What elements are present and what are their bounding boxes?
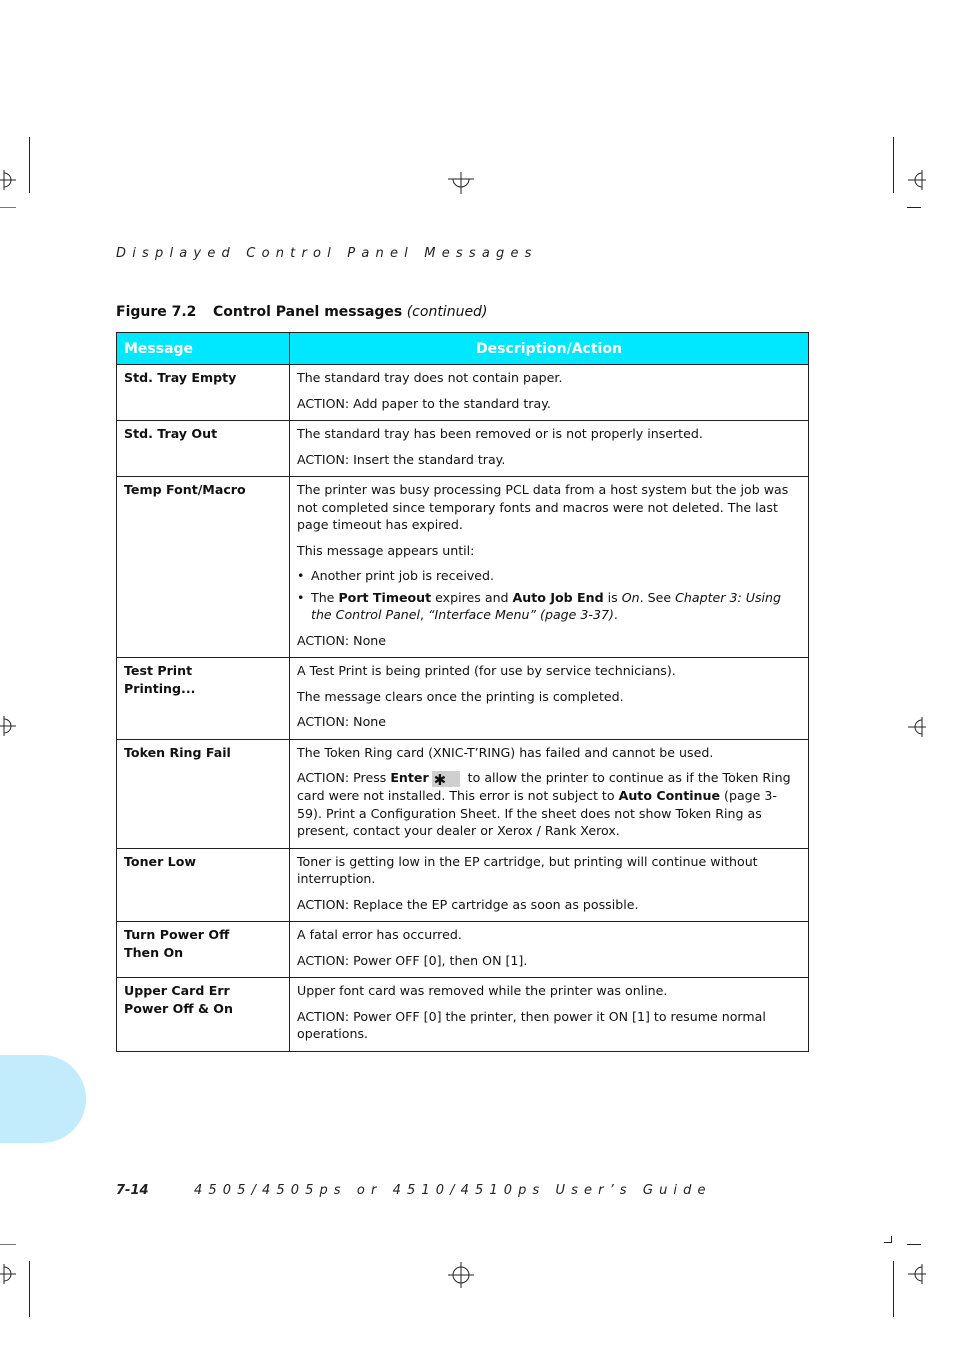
action-text [297,769,801,840]
action-text: ACTION: Add paper to the standard tray. [297,395,551,411]
messages-table [116,332,809,1052]
message-name: Upper Card Err Power Off & On [117,978,290,1052]
message-description [290,848,809,922]
message-name: Toner Low [117,848,290,922]
text-run: The [311,589,339,605]
description-text: A Test Print is being printed (for use by service technicians). [297,663,676,678]
crop-mark [891,1236,892,1243]
action-text: ACTION: Replace the EP cartridge as soon as possible. [297,896,639,912]
message-name: Turn Power Off Then On [117,922,290,978]
port-timeout-term: Port Timeout [338,589,432,605]
text-run: to allow the printer to continue as if the Token Ring card were not installed. This error is not subject to [297,770,791,803]
registration-mark-icon [446,172,476,194]
action-text: ACTION: Power OFF [0] the printer, then power it ON [1] to resume normal operations. [297,1008,766,1041]
table-row [117,658,809,740]
text-run: is [603,589,622,605]
figure-continued: (continued) [406,304,488,320]
message-description [290,739,809,848]
table-header-row [117,333,809,365]
description-text: This message appears until: [297,542,475,558]
header-description: Description/Action [290,333,809,365]
table-row [117,978,809,1052]
text-run: , [420,607,429,622]
action-text: ACTION: None [297,714,387,729]
description-text: The Token Ring card (XNIC-T’RING) has failed and cannot be used. [297,744,714,760]
guide-title: 4505/4505ps or 4510/4510ps User’s Guide [194,1183,712,1198]
registration-mark-icon [906,1262,926,1286]
crop-mark [0,1244,16,1245]
message-name: Test Print Printing... [117,658,290,740]
description-text: The printer was busy processing PCL data from a host system but the job was not completed since temporary fonts and macros were not deleted. The last page timeout has expired. [297,482,789,532]
message-name: Std. Tray Empty [117,365,290,421]
description-text: Upper font card was removed while the printer was online. [297,983,668,998]
menu-reference: “Interface Menu” (page 3-37) [428,607,614,622]
enter-term: Enter [390,770,429,785]
setting-value: On [621,589,640,605]
registration-mark-icon [0,714,16,738]
figure-number: Figure 7.2 [116,304,197,320]
message-name: Token Ring Fail [117,739,290,848]
figure-caption [116,304,487,320]
registration-mark-icon [0,1262,16,1286]
registration-mark-icon [906,168,926,192]
message-description [290,658,809,740]
crop-mark [907,1244,921,1245]
text-run: (page 3-59). Print a Configuration Sheet. If the sheet does not show Token Ring as present, contact your dealer or Xerox / Rank Xerox. [297,788,777,838]
description-text: A fatal error has occurred. [297,927,462,942]
description-text: The message clears once the printing is completed. [297,688,624,704]
registration-mark-icon [906,715,926,739]
message-description [290,365,809,421]
message-description [290,421,809,477]
message-description [290,922,809,978]
description-text: Toner is getting low in the EP cartridge, but printing will continue without interruption. [297,853,758,886]
figure-title: Control Panel messages [213,304,403,320]
page-number: 7-14 [116,1183,149,1198]
description-text: The standard tray has been removed or is not properly inserted. [297,426,703,441]
list-item: • Another print job is received. [297,567,801,585]
text-run: expires and [431,589,513,605]
enter-key-icon: ✱ [432,771,460,787]
registration-mark-icon [446,1260,476,1290]
action-text: ACTION: Power OFF [0], then ON [1]. [297,952,528,968]
crop-mark [29,1261,30,1317]
crop-mark [907,207,921,208]
table-row [117,365,809,421]
text-run: ACTION: Press [297,770,391,785]
chapter-reference: Chapter 3: Using the Control Panel [311,589,781,622]
text-run: . [613,607,618,622]
condition-list [297,567,801,624]
crop-mark [893,1261,894,1317]
table-row [117,421,809,477]
text-run: . See [639,589,676,605]
message-name: Temp Font/Macro [117,477,290,658]
description-text: The standard tray does not contain paper. [297,370,563,385]
message-description [290,978,809,1052]
running-head: Displayed Control Panel Messages [116,246,538,261]
message-description [290,477,809,658]
auto-job-end-term: Auto Job End [512,589,604,605]
crop-mark [0,207,16,208]
table-row [117,848,809,922]
table-row [117,477,809,658]
auto-continue-term: Auto Continue [618,788,721,803]
list-item [297,589,801,624]
chapter-side-tab [0,1055,86,1143]
action-text: ACTION: None [297,632,387,648]
registration-mark-icon [0,168,16,192]
header-message: Message [117,333,290,365]
table-row [117,922,809,978]
table-row [117,739,809,848]
page-footer [116,1183,712,1198]
action-text: ACTION: Insert the standard tray. [297,451,506,467]
message-name: Std. Tray Out [117,421,290,477]
crop-mark [893,137,894,193]
crop-mark [29,137,30,193]
